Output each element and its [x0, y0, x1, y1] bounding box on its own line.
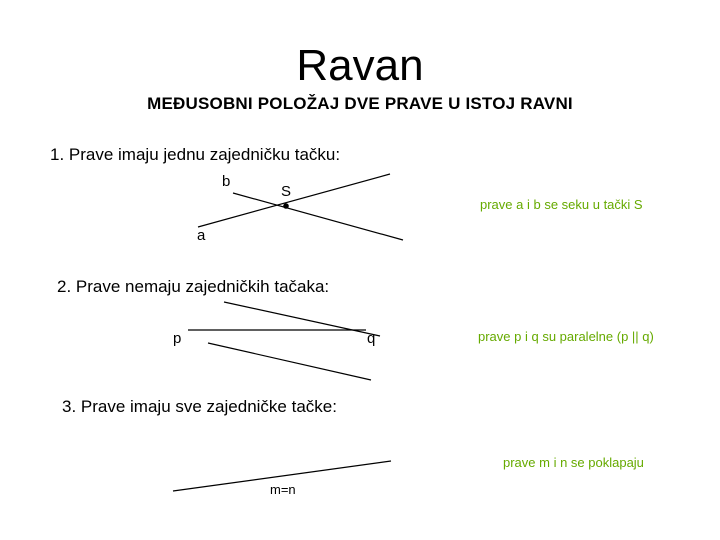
section-3-heading: 3. Prave imaju sve zajedničke tačke:: [62, 397, 337, 416]
section-2-note: prave p i q su paralelne (p || q): [478, 329, 654, 344]
section-3-note: prave m i n se poklapaju: [503, 455, 644, 470]
label-p: p: [173, 330, 182, 347]
section-1-note: prave a i b se seku u tački S: [480, 197, 643, 212]
section-1-heading: 1. Prave imaju jednu zajedničku tačku:: [50, 145, 341, 164]
label-q: q: [367, 330, 376, 347]
page-subtitle: MEĐUSOBNI POLOŽAJ DVE PRAVE U ISTOJ RAVNI: [147, 94, 573, 113]
label-m-n: m=n: [270, 482, 296, 497]
line-b: [233, 193, 403, 240]
line-p-segment: [224, 302, 380, 336]
label-s: S: [281, 183, 292, 200]
label-b: b: [222, 173, 231, 190]
intersection-point-s: [283, 203, 289, 209]
page-title: Ravan: [296, 41, 424, 90]
line-q: [208, 343, 371, 380]
section-2-heading: 2. Prave nemaju zajedničkih tačaka:: [57, 277, 330, 296]
label-a: a: [197, 227, 206, 244]
